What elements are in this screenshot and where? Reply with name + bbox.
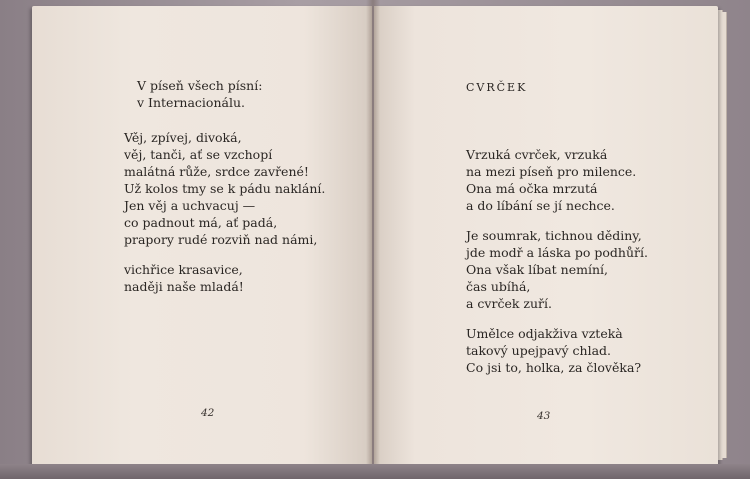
- left-poem-line: v Internacionálu.: [137, 95, 245, 110]
- right-poem-line: na mezi píseň pro milence.: [466, 164, 637, 179]
- right-poem-line: Vrzuká cvrček, vrzuká: [466, 147, 608, 162]
- left-poem-line: Jen věj a uchvacuj —: [124, 198, 256, 213]
- left-page-number: 42: [201, 407, 215, 419]
- right-poem-line: čas ubíhá,: [466, 279, 531, 294]
- right-poem-line: Umělce odjakživa vztekà: [466, 326, 623, 341]
- left-poem-line: Už kolos tmy se k pádu naklání.: [124, 181, 326, 196]
- right-poem-line: Ona však líbat nemíní,: [466, 262, 608, 277]
- right-poem-line: takový upejpavý chlad.: [466, 343, 612, 358]
- right-poem-line: jde modř a láska po podhůří.: [466, 245, 648, 260]
- right-poem-line: Je soumrak, tichnou dědiny,: [466, 228, 642, 243]
- left-poem-line: Věj, zpívej, divoká,: [124, 130, 242, 145]
- poem-title: CVRČEK: [466, 81, 528, 94]
- left-poem-line: malátná růže, srdce zavřené!: [124, 164, 309, 179]
- left-poem-line: co padnout má, ať padá,: [124, 215, 278, 230]
- right-poem-line: Ona má očka mrzutá: [466, 181, 598, 196]
- book-bottom-edge: [0, 464, 750, 479]
- book-gutter: [366, 0, 380, 479]
- right-poem-line: a do líbání se jí nechce.: [466, 198, 615, 213]
- right-poem-line: a cvrček zuří.: [466, 296, 552, 311]
- left-poem-line: V píseň všech písní:: [137, 78, 263, 93]
- left-poem-line: prapory rudé rozviň nad námi,: [124, 232, 318, 247]
- left-poem-line: věj, tanči, ať se vzchopí: [124, 147, 273, 162]
- right-page-number: 43: [537, 410, 551, 422]
- left-poem-line: vichřice krasavice,: [124, 262, 243, 277]
- right-poem-line: Co jsi to, holka, za člověka?: [466, 360, 642, 375]
- left-poem-line: naději naše mladá!: [124, 279, 244, 294]
- page-edge: [722, 12, 727, 458]
